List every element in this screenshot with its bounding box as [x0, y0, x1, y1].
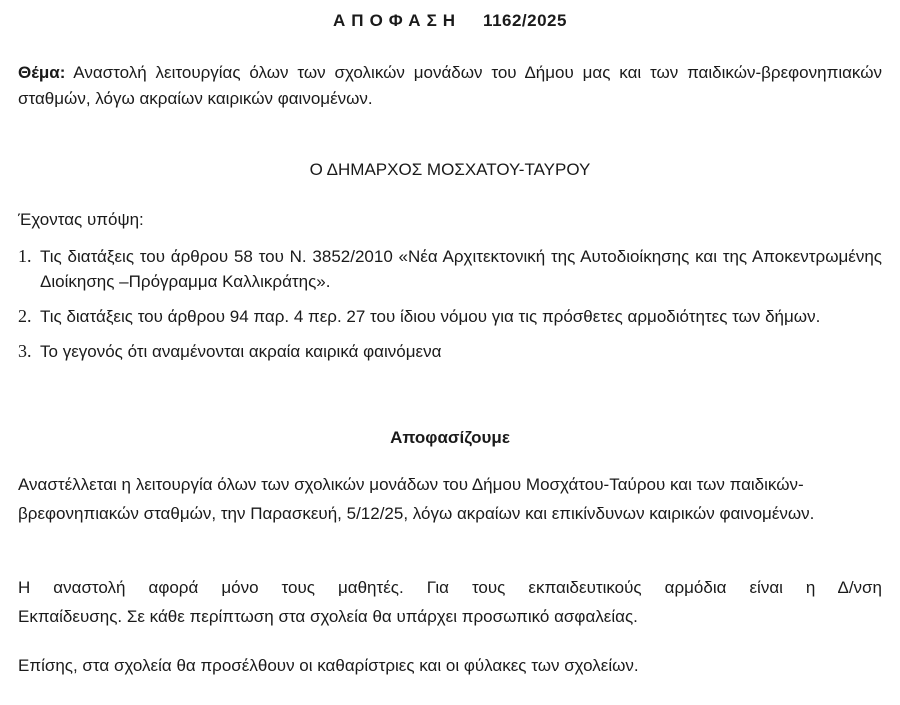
- list-item: [18, 244, 882, 294]
- list-item: [18, 339, 882, 364]
- paragraph-2-line-2: Εκπαίδευσης. Σε κάθε περίπτωση στα σχολεία θα υπάρχει προσωπικό ασφαλείας.: [18, 607, 638, 626]
- list-item-text: Τις διατάξεις του άρθρου 58 του Ν. 3852/2010 «Νέα Αρχιτεκτονική της Αυτοδιοίκησης και της Αποκεντρωμένης Διοίκησης –Πρόγραμμα Καλλικράτης».: [40, 247, 882, 291]
- decision-heading: Αποφασίζουμε: [390, 428, 510, 447]
- list-marker: 2.: [18, 306, 32, 326]
- paragraph-2-line-1: Η αναστολή αφορά μόνο τους μαθητές. Για τους εκπαιδευτικούς αρμόδια είναι η Δ/νση: [18, 578, 882, 597]
- subject-label: Θέμα:: [18, 63, 66, 82]
- list-item: [18, 304, 882, 329]
- title-word: ΑΠΟΦΑΣΗ: [333, 11, 462, 30]
- mayor-heading: Ο ΔΗΜΑΡΧΟΣ ΜΟΣΧΑΤΟΥ-ΤΑΥΡΟΥ: [309, 160, 591, 179]
- decision-paragraph-1: Αναστέλλεται η λειτουργία όλων των σχολικών μονάδων του Δήμου Μοσχάτου-Ταύρου και των παιδικών-βρεφονηπιακών σταθμών, την Παρασκευή, 5/12/25, λόγω ακραίων και επικίνδυνων καιρικών φαινομένων.: [18, 475, 815, 523]
- list-marker: 3.: [18, 341, 32, 361]
- considerations-list: [18, 244, 882, 374]
- subject-text: Αναστολή λειτουργίας όλων των σχολικών μονάδων του Δήμου μας και των παιδικών-βρεφονηπιακών σταθμών, λόγω ακραίων καιρικών φαινομένων.: [18, 63, 882, 108]
- decision-paragraph-3: Επίσης, στα σχολεία θα προσέλθουν οι καθαρίστριες και οι φύλακες των σχολείων.: [18, 656, 639, 675]
- list-item-text: Το γεγονός ότι αναμένονται ακραία καιρικά φαινόμενα: [40, 342, 442, 361]
- decision-paragraph-2: [18, 573, 882, 631]
- considering-label: Έχοντας υπόψη:: [18, 210, 144, 229]
- decision-number: 1162/2025: [483, 11, 567, 30]
- list-item-text: Τις διατάξεις του άρθρου 94 παρ. 4 περ. 27 του ίδιου νόμου για τις πρόσθετες αρμοδιότητες των δήμων.: [40, 307, 821, 326]
- list-marker: 1.: [18, 246, 32, 266]
- subject-paragraph: [18, 60, 882, 112]
- document-title: [0, 11, 900, 31]
